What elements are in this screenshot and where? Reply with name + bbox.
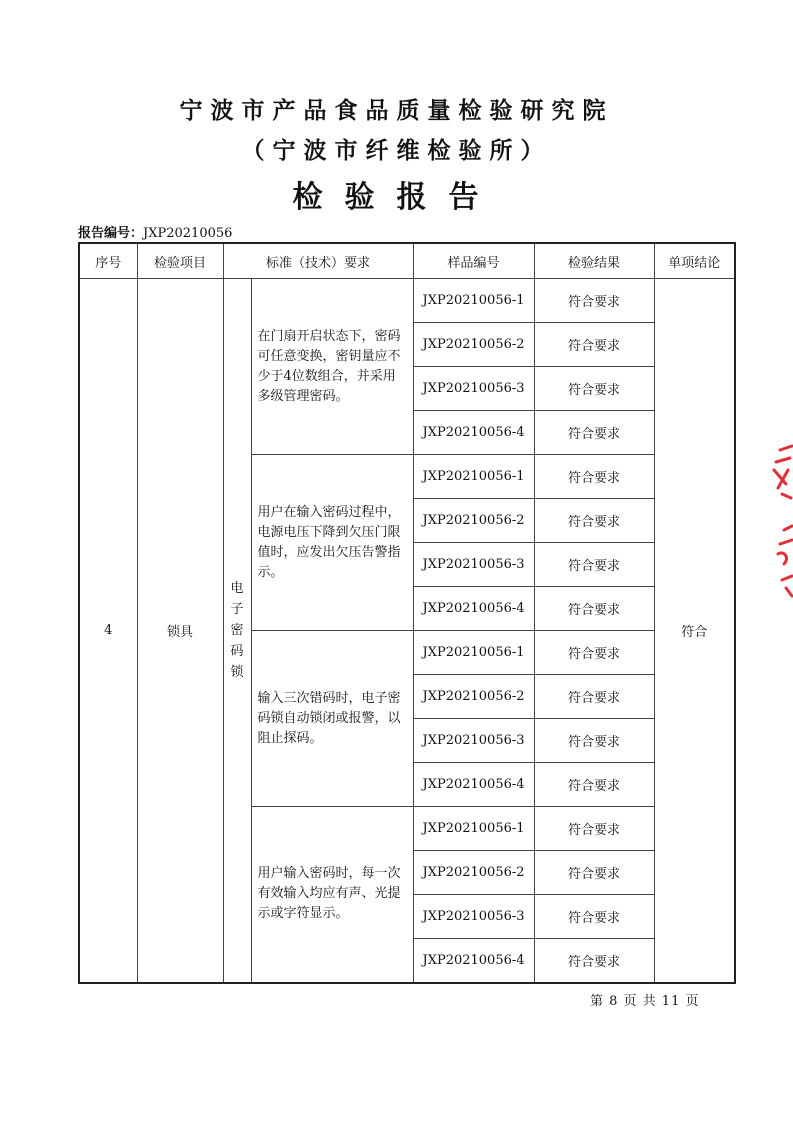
sample-id-cell: JXP20210056-3 <box>413 895 534 939</box>
col-header-sample-id: 样品编号 <box>413 243 534 279</box>
red-seal-stamp <box>766 440 793 600</box>
result-cell: 符合要求 <box>534 367 654 411</box>
result-cell: 符合要求 <box>534 895 654 939</box>
institute-name: 宁波市产品食品质量检验研究院 <box>179 97 614 124</box>
sample-id-cell: JXP20210056-1 <box>413 279 534 323</box>
report-number <box>78 222 232 241</box>
result-cell: 符合要求 <box>534 719 654 763</box>
requirement-cell: 用户在输入密码过程中，电源电压下降到欠压门限值时，应发出欠压告警指示。 <box>251 455 413 631</box>
result-cell: 符合要求 <box>534 763 654 807</box>
sample-id-cell: JXP20210056-4 <box>413 411 534 455</box>
result-cell: 符合要求 <box>534 631 654 675</box>
seq-cell: 4 <box>79 279 137 983</box>
report-number-label: 报告编号： <box>78 226 144 241</box>
result-cell: 符合要求 <box>534 807 654 851</box>
report-title: 检验报告 <box>292 180 501 215</box>
sample-id-cell: JXP20210056-3 <box>413 367 534 411</box>
sample-id-cell: JXP20210056-1 <box>413 807 534 851</box>
result-cell: 符合要求 <box>534 587 654 631</box>
requirement-cell: 输入三次错码时，电子密码锁自动锁闭或报警，以阻止探码。 <box>251 631 413 807</box>
sample-id-cell: JXP20210056-2 <box>413 675 534 719</box>
sub-item-cell: 电 子 密 码 锁 <box>223 279 251 983</box>
sample-id-cell: JXP20210056-2 <box>413 499 534 543</box>
sample-id-cell: JXP20210056-3 <box>413 543 534 587</box>
result-cell: 符合要求 <box>534 851 654 895</box>
table-row <box>79 279 735 323</box>
result-cell: 符合要求 <box>534 499 654 543</box>
col-header-requirement: 标准（技术）要求 <box>223 243 413 279</box>
conclusion-cell: 符合 <box>654 279 735 983</box>
result-cell: 符合要求 <box>534 543 654 587</box>
item-cell: 锁具 <box>137 279 223 983</box>
col-header-result: 检验结果 <box>534 243 654 279</box>
result-cell: 符合要求 <box>534 939 654 983</box>
col-header-seq: 序号 <box>79 243 137 279</box>
inspection-table <box>78 242 736 984</box>
result-cell: 符合要求 <box>534 675 654 719</box>
result-cell: 符合要求 <box>534 411 654 455</box>
sample-id-cell: JXP20210056-4 <box>413 939 534 983</box>
result-cell: 符合要求 <box>534 455 654 499</box>
table-header-row <box>79 243 735 279</box>
sample-id-cell: JXP20210056-1 <box>413 631 534 675</box>
col-header-conclusion: 单项结论 <box>654 243 735 279</box>
page-number: 第 8 页 共 11 页 <box>590 994 700 1009</box>
sample-id-cell: JXP20210056-1 <box>413 455 534 499</box>
sample-id-cell: JXP20210056-3 <box>413 719 534 763</box>
sample-id-cell: JXP20210056-2 <box>413 851 534 895</box>
result-cell: 符合要求 <box>534 279 654 323</box>
sample-id-cell: JXP20210056-4 <box>413 763 534 807</box>
result-cell: 符合要求 <box>534 323 654 367</box>
col-header-item: 检验项目 <box>137 243 223 279</box>
report-number-value: JXP20210056 <box>143 226 233 241</box>
institute-alias: （宁波市纤维检验所） <box>241 137 552 164</box>
sample-id-cell: JXP20210056-4 <box>413 587 534 631</box>
requirement-cell: 用户输入密码时，每一次有效输入均应有声、光提示或字符显示。 <box>251 807 413 983</box>
table-body <box>79 279 735 983</box>
requirement-cell: 在门扇开启状态下，密码可任意变换，密钥量应不少于4位数组合，并采用多级管理密码。 <box>251 279 413 455</box>
sample-id-cell: JXP20210056-2 <box>413 323 534 367</box>
